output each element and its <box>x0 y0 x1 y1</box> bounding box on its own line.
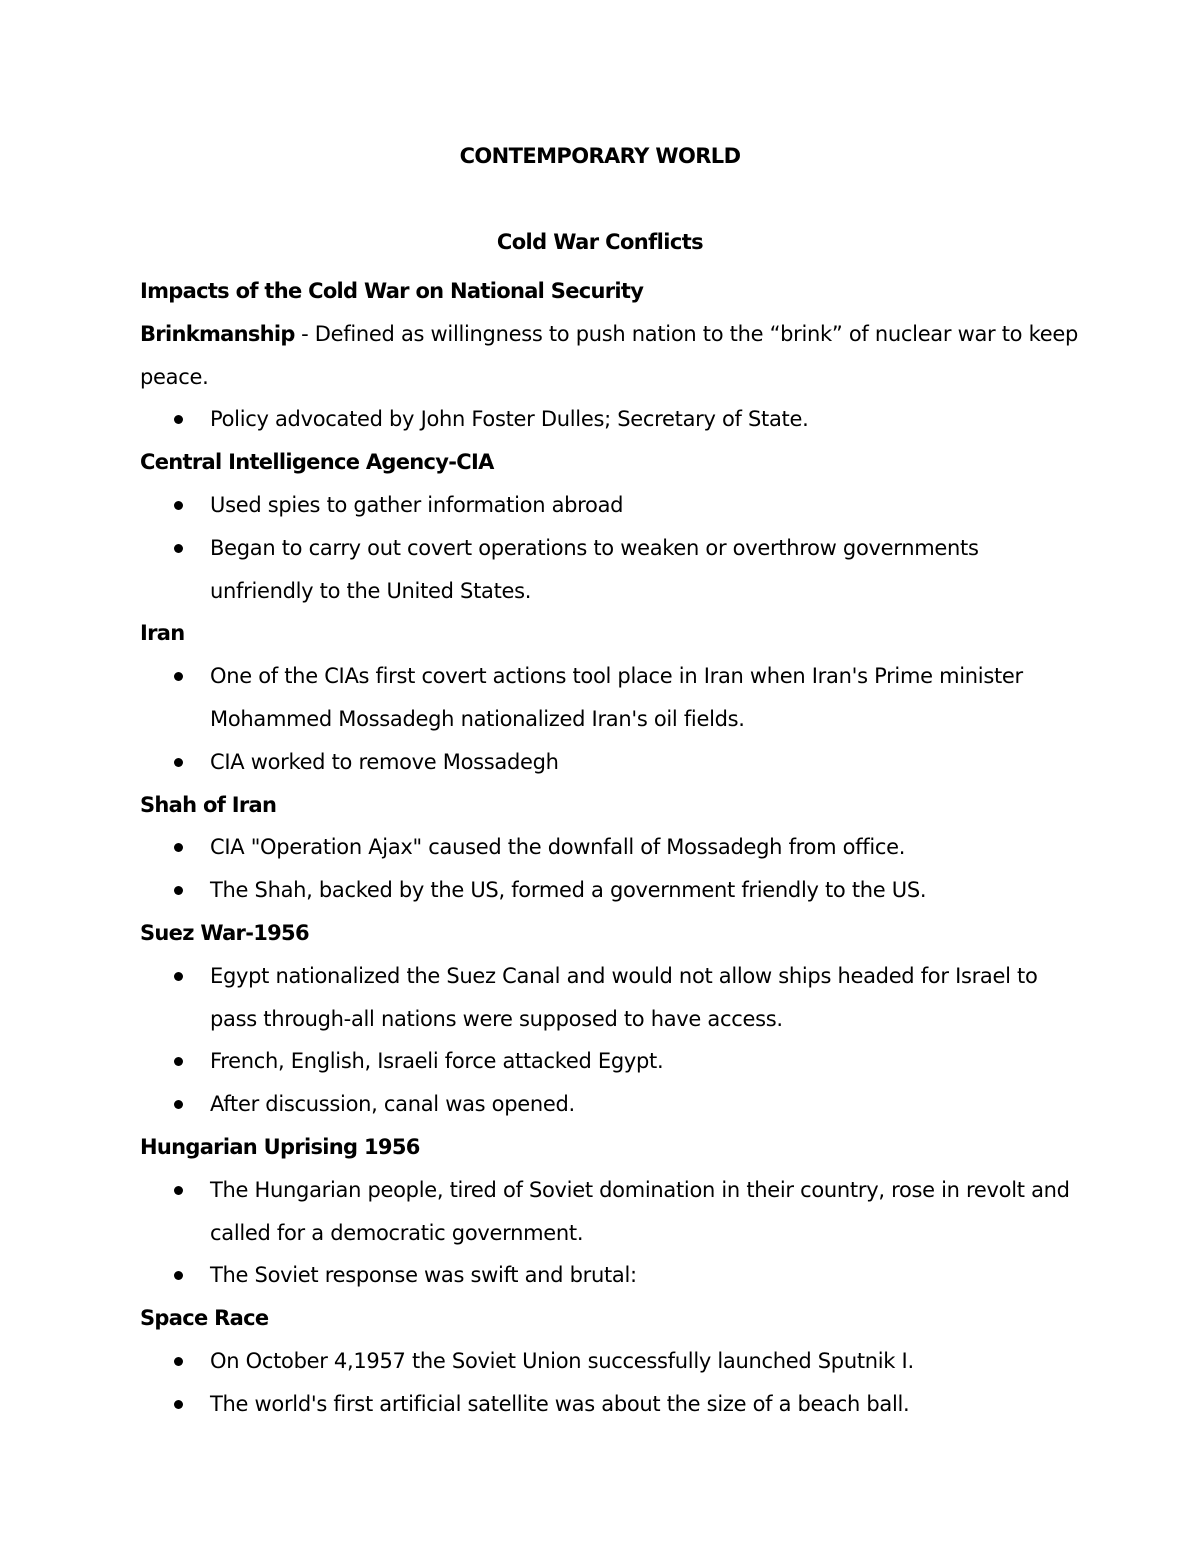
list-item <box>210 955 1080 1041</box>
bullet-icon <box>174 544 183 553</box>
list-item <box>210 1340 1080 1383</box>
brinkmanship-bullet-list <box>140 398 1080 441</box>
intro-heading: Impacts of the Cold War on National Security <box>140 279 644 303</box>
bullet-icon <box>174 1357 183 1366</box>
section-bullets-hungarian-uprising <box>140 1169 1080 1297</box>
section-heading-shah-of-iran: Shah of Iran <box>140 792 277 817</box>
list-item-text: The Hungarian people, tired of Soviet domination in their country, rose in revolt and called for a democratic government. <box>210 1177 1070 1245</box>
bullet-icon <box>174 501 183 510</box>
bullet-icon <box>174 1057 183 1066</box>
list-item-text: After discussion, canal was opened. <box>210 1092 575 1117</box>
document-title: CONTEMPORARY WORLD <box>459 144 741 168</box>
list-item <box>210 655 1080 741</box>
bullet-icon <box>174 1400 183 1409</box>
bullet-icon <box>174 1271 183 1280</box>
list-item-text: French, English, Israeli force attacked Egypt. <box>210 1049 664 1074</box>
bullet-icon <box>174 843 183 852</box>
list-item-text: The Shah, backed by the US, formed a government friendly to the US. <box>210 878 927 903</box>
list-item-text: On October 4,1957 the Soviet Union successfully launched Sputnik I. <box>210 1348 914 1373</box>
bullet-icon <box>174 672 183 681</box>
list-item-text: The Soviet response was swift and brutal: <box>210 1263 637 1288</box>
list-item <box>210 1169 1080 1255</box>
section-heading-hungarian-uprising: Hungarian Uprising 1956 <box>140 1134 420 1159</box>
bullet-icon <box>174 1100 183 1109</box>
section-heading-space-race: Space Race <box>140 1306 269 1331</box>
list-item <box>210 1083 1080 1126</box>
list-item <box>210 1254 1080 1297</box>
section-bullets-cia <box>140 484 1080 612</box>
bullet-icon <box>174 886 183 895</box>
list-item <box>210 1383 1080 1426</box>
document-body <box>140 270 1080 1426</box>
bullet-icon <box>174 1186 183 1195</box>
list-item-text: CIA worked to remove Mossadegh <box>210 749 559 774</box>
section-bullets-suez-war <box>140 955 1080 1126</box>
brinkmanship-term: Brinkmanship <box>140 321 295 346</box>
section-bullets-iran <box>140 655 1080 783</box>
section-bullets-space-race <box>140 1340 1080 1426</box>
bullet-icon <box>174 972 183 981</box>
list-item-text: One of the CIAs first covert actions tool place in Iran when Iran's Prime minister Mohammed Mossadegh nationalized Iran's oil fields. <box>210 664 1023 731</box>
brinkmanship-definition: - Defined as willingness to push nation to the “brink” of nuclear war to keep peace. <box>140 321 1078 389</box>
list-item <box>210 869 1080 912</box>
bullet-icon <box>174 415 183 424</box>
list-item <box>210 1040 1080 1083</box>
section-heading-suez-war: Suez War-1956 <box>140 920 309 945</box>
section-heading-iran: Iran <box>140 621 185 646</box>
list-item <box>210 484 1080 527</box>
list-item <box>210 527 1080 613</box>
brinkmanship-paragraph <box>140 313 1080 399</box>
bullet-icon <box>174 758 183 767</box>
list-item <box>210 741 1080 784</box>
list-item-text: Used spies to gather information abroad <box>210 492 624 517</box>
list-item-text: Policy advocated by John Foster Dulles; Secretary of State. <box>210 407 809 432</box>
list-item <box>210 826 1080 869</box>
list-item-text: Egypt nationalized the Suez Canal and would not allow ships headed for Israel to pass through-all nations were supposed to have access. <box>210 963 1038 1031</box>
document-subtitle: Cold War Conflicts <box>496 230 704 254</box>
list-item <box>210 398 1080 441</box>
list-item-text: CIA "Operation Ajax" caused the downfall of Mossadegh from office. <box>210 835 906 860</box>
section-bullets-shah-of-iran <box>140 826 1080 912</box>
list-item-text: The world's first artificial satellite was about the size of a beach ball. <box>210 1391 910 1416</box>
list-item-text: Began to carry out covert operations to weaken or overthrow governments unfriendly to the United States. <box>210 535 979 603</box>
section-heading-cia: Central Intelligence Agency-CIA <box>140 450 494 475</box>
